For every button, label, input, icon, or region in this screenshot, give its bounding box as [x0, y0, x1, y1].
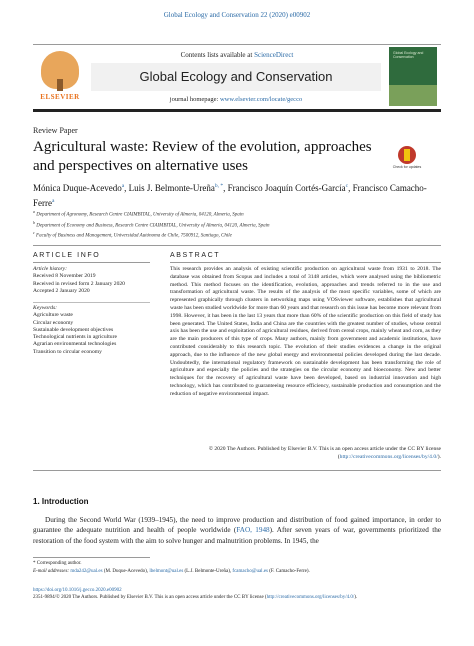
doi-block [33, 587, 441, 602]
crossmark-icon[interactable] [392, 146, 422, 176]
affiliation-item [33, 229, 443, 240]
section-divider [33, 470, 441, 471]
issn-line [33, 594, 441, 601]
doi-link[interactable]: https://doi.org/10.1016/j.gecco.2020.e00902 [33, 588, 122, 593]
journal-header [33, 44, 441, 112]
corresponding-author-footnote [33, 560, 441, 577]
intro-text-end: ). After seven years of war, governments prioritized the restoration of the food system with the aim to solve hunger and malnutrition problems. In 1945, the [33, 526, 441, 545]
affiliation-marker: a [33, 209, 35, 214]
author-affiliation-marker[interactable]: c [345, 183, 349, 189]
copyright-notice [170, 446, 441, 462]
section-divider [33, 245, 441, 246]
paper-title: Agricultural waste: Review of the evolution, approaches and perspectives on alternative uses [33, 139, 372, 174]
crossmark-label: Check for updates [392, 165, 422, 169]
license-link[interactable]: http://creativecommons.org/licenses/by/4.0/ [339, 453, 438, 460]
issn-text: 2351-9894/© 2020 The Authors. Published by Elsevier B.V. This is an open access article under the CC BY license ( [33, 595, 267, 601]
author-separator: , [124, 183, 129, 193]
abstract-rule [170, 262, 441, 263]
citation-link[interactable]: FAO, 1948 [236, 526, 270, 535]
footnote-emails [33, 568, 441, 576]
cover-title: Global Ecology and Conservation [393, 51, 424, 59]
publisher-name: ELSEVIER [40, 93, 80, 101]
author-affiliation-marker[interactable]: a [121, 183, 125, 189]
journal-reference[interactable]: Global Ecology and Conservation 22 (2020) e00902 [163, 11, 311, 19]
email-owner: (M. Duque-Acevedo), [102, 569, 150, 575]
footnote-marker: * Corresponding author. [33, 561, 82, 566]
article-type: Review Paper [33, 126, 78, 135]
keyword-item: Transition to circular economy [33, 348, 102, 355]
email-owner: (F. Camacho-Ferre). [267, 569, 310, 575]
history-label: Article history: [33, 266, 68, 272]
homepage-prefix: journal homepage: [169, 96, 220, 103]
introduction-paragraph [33, 515, 441, 546]
email-owner: (L.J. Belmonte-Ureña), [183, 569, 233, 575]
keywords-rule [33, 302, 150, 303]
article-info-heading: ARTICLE INFO [33, 252, 101, 259]
issn-end: ). [354, 595, 358, 601]
affiliation-item [33, 208, 443, 219]
history-received: Received 8 November 2019 [33, 273, 96, 280]
affiliation-item [33, 219, 443, 230]
affiliation-text: Faculty of Business and Management, Universidad Autónoma de Chile, 7500912, Santiago, Chile [36, 233, 232, 239]
author-affiliation-marker[interactable]: b, * [214, 183, 224, 189]
history-accepted: Accepted 2 January 2020 [33, 287, 90, 294]
copyright-text: © 2020 The Authors. Published by Elsevier B.V. This is an open access article under the CC BY license ( [208, 446, 441, 460]
author-name[interactable]: Francisco Camacho-Ferre [33, 183, 427, 208]
journal-homepage [91, 96, 381, 103]
email-link[interactable]: lbelmont@ual.es [149, 569, 184, 575]
article-history [33, 266, 158, 295]
keyword-item: Agriculture waste [33, 312, 73, 319]
journal-title: Global Ecology and Conservation [139, 69, 333, 84]
email-link[interactable]: fcamacho@ual.es [232, 569, 268, 575]
author-separator: , [348, 183, 353, 193]
keyword-item: Technological nutrients in agriculture [33, 334, 117, 341]
keywords-label: Keywords: [33, 305, 58, 311]
email-link[interactable]: mda242@ual.es [70, 569, 103, 575]
contents-line [33, 51, 441, 59]
article-info-rule [33, 262, 150, 263]
affiliation-list [33, 208, 443, 240]
abstract-heading: ABSTRACT [170, 252, 221, 259]
author-separator: , [223, 183, 228, 193]
keyword-item: Agrarian environmental technologies [33, 341, 117, 348]
affiliation-text: Department of Agronomy, Research Centre CIAIMBITAL, University of Almeria, 04120, Almeria, Spain [36, 212, 244, 218]
author-name[interactable]: Francisco Joaquín Cortés-García [227, 183, 346, 193]
keyword-item: Sustainable development objectives [33, 326, 114, 333]
author-name[interactable]: Mónica Duque-Acevedo [33, 183, 122, 193]
intro-text-start: During the Second World War (1939–1945), the need to improve production and distribution of food gained importance, in order to guarantee the adequate nutrition and health of people worldwide ( [33, 516, 441, 535]
license-link[interactable]: http://creativecommons.org/licenses/by/4.0/ [266, 595, 355, 601]
sciencedirect-link[interactable]: ScienceDirect [254, 51, 294, 59]
author-name[interactable]: Luis J. Belmonte-Ureña [128, 183, 215, 193]
keywords [33, 305, 158, 356]
copyright-end: ). [437, 453, 441, 460]
keyword-item: Circular economy [33, 319, 74, 326]
affiliation-text: Department of Economy and Business, Research Centre CIAIMBITAL, University of Almeria, 04120, Almeria, Spain [36, 223, 270, 229]
affiliation-marker: c [33, 230, 35, 236]
section-heading-introduction: 1. Introduction [33, 497, 89, 506]
emails-label: E-mail addresses: [33, 569, 71, 575]
affiliation-marker: b [33, 219, 35, 225]
abstract-body: This research provides an analysis of existing scientific production on agricultural waste from 1931 to 2018. The database was obtained from Scopus and includes a total of 3148 articles, which were analysed using the bibliometric method. This method focuses on the identification, evolution, approaches and trends referred to in the use and transformation of agricultural waste. The results of the analysis of the most specific variables, some of which are represented graphically through clusters in networking maps using VOSviewer software, establishes that agricultural waste has been studied worldwide for more than 60 years and that research on this issue has become more relevant from 1998. However, it has been in the last 13 years that more than 60% of the scientific production on this field of study has been generated. The United States, India and China are the countries with the greatest number of studies, whose central axis has been the use and exploitation of agricultural residues, derived from cereal crops, mainly wheat and corn, as they are the main producers of this type of crops. Many authors, mainly from government and academic institutions, have contributed considerably to this research topic. The evolution of their studies evidences a change in the original approach, due to the influence of the new global energy and environmental policies developed during the last decade. Undoubtedly, the international regulatory framework on sustainable development has been transforming the role of agriculture and especially the policies and the strategies on the circular economy and bioeconomy. New and better techniques for the recovery of agricultural waste have been developed, based on industrial innovation and high technology, which has contributed to guaranteeing resource efficiency, sustainable production and consumption and the reduction of negative environmental impact. [170, 266, 441, 397]
contents-prefix: Contents lists available at [180, 51, 255, 59]
journal-cover-image[interactable] [389, 47, 437, 106]
history-revised: Received in revised form 2 January 2020 [33, 280, 125, 287]
homepage-link[interactable]: www.elsevier.com/locate/gecco [219, 96, 303, 103]
author-list [33, 180, 443, 210]
author-affiliation-marker[interactable]: a [52, 198, 55, 204]
footnote-rule [33, 557, 150, 558]
